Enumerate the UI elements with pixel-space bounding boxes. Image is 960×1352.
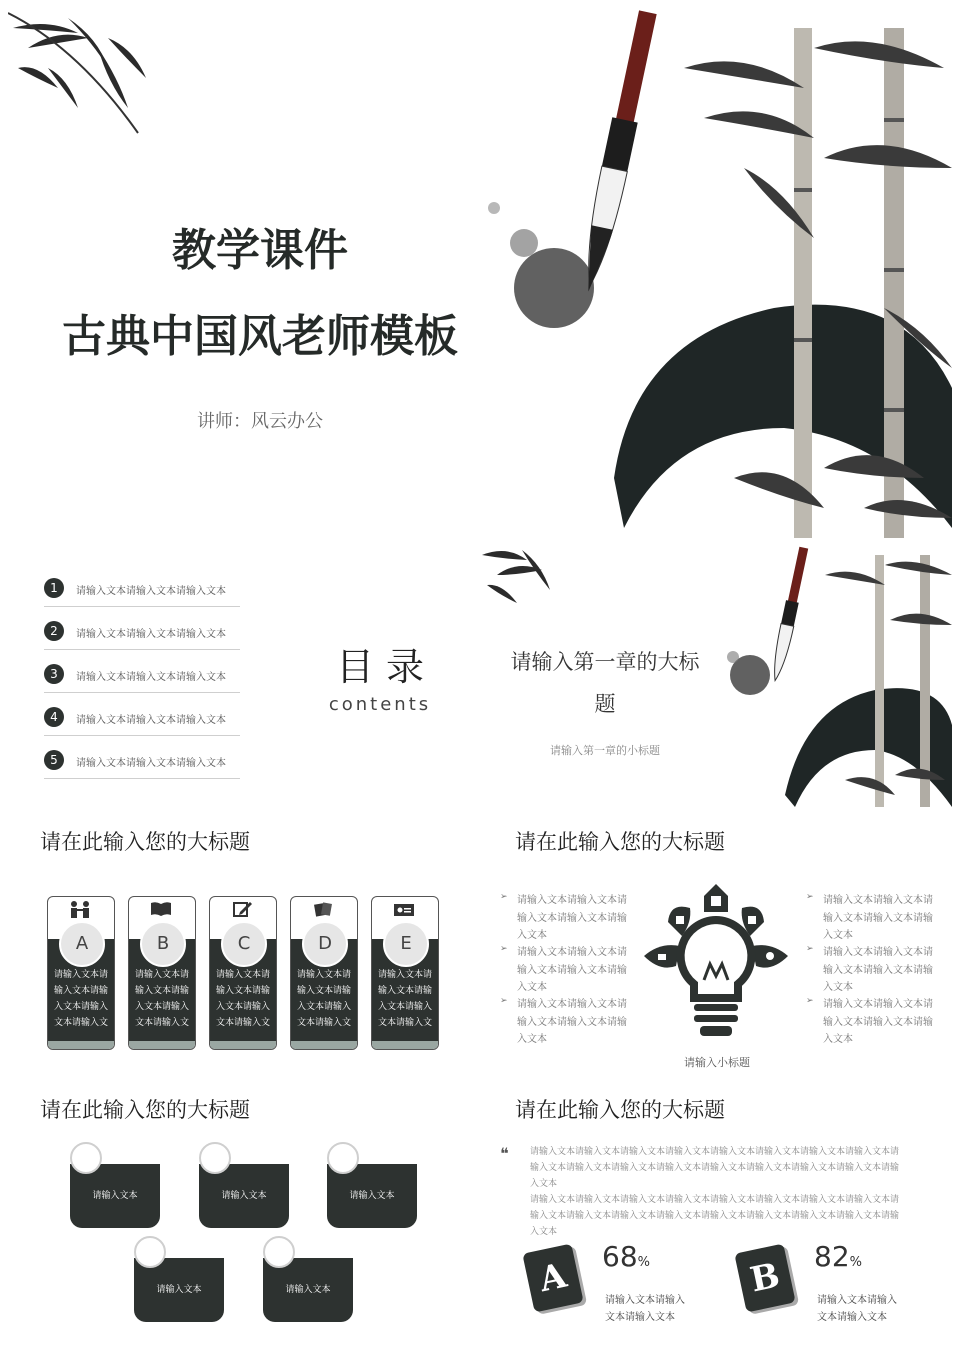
hero-title-line2: 古典中国风老师模板 xyxy=(62,311,458,362)
chapter-title-line1: 请输入第一章的大标 xyxy=(510,650,700,674)
toc-item[interactable] xyxy=(44,621,240,650)
stat-number: 82 xyxy=(814,1240,850,1273)
ink-brush-bamboo-art xyxy=(484,8,952,538)
toc-text: 请输入文本请输入文本请输入文本 xyxy=(76,586,226,597)
slide-title: 请在此输入您的大标题 xyxy=(515,1098,725,1122)
card-text: 请输入文本请输入文本请输入文本请输入文本请输入文 xyxy=(134,970,189,1028)
slide-title: 请在此输入您的大标题 xyxy=(40,1098,250,1122)
feature-card-e[interactable] xyxy=(371,896,439,1050)
left-bullet-list xyxy=(500,892,628,1048)
stat-desc-line: 文本请输入文本 xyxy=(817,1312,887,1323)
quote-icon: ❝ xyxy=(500,1144,509,1163)
bike-icon xyxy=(327,1142,359,1174)
card-text: 请输入文本请输入文本请输入文本请输入文本请输入文 xyxy=(215,970,270,1028)
slide-title: 请在此输入您的大标题 xyxy=(515,830,725,854)
feature-card-d[interactable] xyxy=(290,896,358,1050)
stat-desc xyxy=(605,1292,685,1326)
toc-number: 4 xyxy=(44,707,64,727)
arrow-icon: ➢ xyxy=(806,996,814,1006)
bullet-text: 请输入文本请输入文本请输入文本请输入文本请输入文本 xyxy=(517,999,627,1045)
ink-brush-bamboo-art xyxy=(725,545,952,807)
bullet-item xyxy=(806,996,934,1048)
card-letter: B xyxy=(140,921,186,967)
arrow-icon: ➢ xyxy=(806,892,814,902)
hero-slide xyxy=(0,0,960,540)
quote-paragraph-1: 请输入文本请输入文本请输入文本请输入文本请输入文本请输入文本请输入文本请输入文本请输入文本请输入文本请输入文本请输入文本请输入文本请输入文本请输入文本请输入文本请输入文本 xyxy=(530,1147,900,1189)
tag-card[interactable]: 请输入文本 xyxy=(327,1164,417,1228)
toc-text: 请输入文本请输入文本请输入文本 xyxy=(76,715,226,726)
arrow-icon: ➢ xyxy=(806,944,814,954)
bullet-text: 请输入文本请输入文本请输入文本请输入文本请输入文本 xyxy=(823,895,933,941)
feature-card-a[interactable] xyxy=(47,896,115,1050)
lecturer-label: 讲师：风云办公 xyxy=(197,411,323,432)
tag-card[interactable]: 请输入文本 xyxy=(263,1258,353,1322)
card-letter: D xyxy=(302,921,348,967)
stat-value xyxy=(602,1240,650,1273)
badge-letter: A xyxy=(535,1255,571,1301)
toc-heading-en: contents xyxy=(328,694,432,715)
tag-card[interactable]: 请输入文本 xyxy=(199,1164,289,1228)
edit-icon xyxy=(230,900,254,918)
toc-text: 请输入文本请输入文本请输入文本 xyxy=(76,758,226,769)
arrow-icon: ➢ xyxy=(500,996,508,1006)
card-letter: C xyxy=(221,921,267,967)
toc-heading: 目 录 xyxy=(335,645,425,689)
bullet-item xyxy=(500,944,628,996)
globe-icon xyxy=(263,1236,295,1268)
card-letter: E xyxy=(383,921,429,967)
chapter-title-line2: 题 xyxy=(594,692,616,716)
stat-letter-badge xyxy=(734,1243,795,1312)
toc-item[interactable] xyxy=(44,750,240,779)
id-card-icon xyxy=(392,900,416,918)
cards-icon xyxy=(311,900,335,918)
stat-unit: % xyxy=(849,1255,862,1270)
tower-icon xyxy=(199,1142,231,1174)
stat-desc xyxy=(817,1292,897,1326)
stat-desc-line: 请输入文本请输入 xyxy=(817,1295,897,1306)
card-text: 请输入文本请输入文本请输入文本请输入文本请输入文 xyxy=(53,970,108,1028)
chapter-subtitle: 请输入第一章的小标题 xyxy=(550,744,660,757)
brush-icon xyxy=(70,1142,102,1174)
book-icon xyxy=(149,900,173,918)
bullet-item xyxy=(500,892,628,944)
stat-number: 68 xyxy=(602,1240,638,1273)
feature-card-c[interactable] xyxy=(209,896,277,1050)
bamboo-leaves-decoration xyxy=(8,8,148,138)
toc-number: 2 xyxy=(44,621,64,641)
card-letter: A xyxy=(59,921,105,967)
bullet-text: 请输入文本请输入文本请输入文本请输入文本请输入文本 xyxy=(517,947,627,993)
bullet-text: 请输入文本请输入文本请输入文本请输入文本请输入文本 xyxy=(823,947,933,993)
stat-value xyxy=(814,1240,862,1273)
bulb-caption: 请输入小标题 xyxy=(684,1056,750,1069)
hero-title-line1: 教学课件 xyxy=(172,225,348,276)
card-text: 请输入文本请输入文本请输入文本请输入文本请输入文 xyxy=(377,970,432,1028)
toc-item[interactable] xyxy=(44,707,240,736)
slide-title: 请在此输入您的大标题 xyxy=(40,830,250,854)
bridge-icon xyxy=(134,1236,166,1268)
stat-desc-line: 请输入文本请输入 xyxy=(605,1295,685,1306)
quote-paragraph-2: 请输入文本请输入文本请输入文本请输入文本请输入文本请输入文本请输入文本请输入文本请输入文本请输入文本请输入文本请输入文本请输入文本请输入文本请输入文本请输入文本请输入文本 xyxy=(530,1195,900,1237)
feature-card-b[interactable] xyxy=(128,896,196,1050)
tag-card[interactable]: 请输入文本 xyxy=(134,1258,224,1322)
right-bullet-list xyxy=(806,892,934,1048)
card-text: 请输入文本请输入文本请输入文本请输入文本请输入文 xyxy=(296,970,351,1028)
toc-text: 请输入文本请输入文本请输入文本 xyxy=(76,672,226,683)
badge-letter: B xyxy=(746,1255,784,1301)
toc-item[interactable] xyxy=(44,664,240,693)
people-icon xyxy=(68,900,92,918)
toc-number: 5 xyxy=(44,750,64,770)
toc-number: 1 xyxy=(44,578,64,598)
stat-desc-line: 文本请输入文本 xyxy=(605,1312,675,1323)
arrow-icon: ➢ xyxy=(500,892,508,902)
toc-item[interactable] xyxy=(44,578,240,607)
arrow-icon: ➢ xyxy=(500,944,508,954)
lightbulb-icon xyxy=(640,882,792,1042)
bullet-text: 请输入文本请输入文本请输入文本请输入文本请输入文本 xyxy=(823,999,933,1045)
bamboo-leaves-decoration xyxy=(482,545,552,605)
toc-text: 请输入文本请输入文本请输入文本 xyxy=(76,629,226,640)
tag-card[interactable]: 请输入文本 xyxy=(70,1164,160,1228)
bullet-text: 请输入文本请输入文本请输入文本请输入文本请输入文本 xyxy=(517,895,627,941)
stat-unit: % xyxy=(637,1255,650,1270)
toc-number: 3 xyxy=(44,664,64,684)
stat-letter-badge xyxy=(522,1243,583,1312)
bullet-item xyxy=(500,996,628,1048)
bullet-item xyxy=(806,892,934,944)
bullet-item xyxy=(806,944,934,996)
